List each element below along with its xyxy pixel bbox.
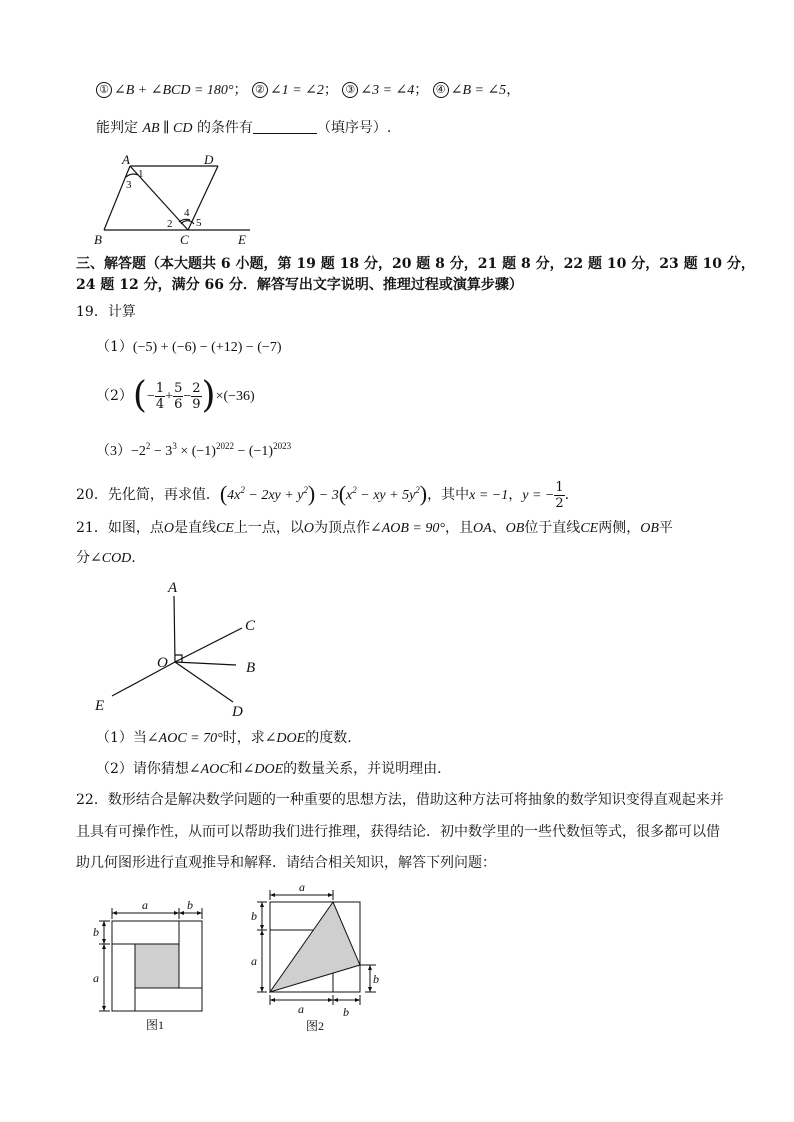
q21-line-2 xyxy=(76,548,136,569)
dimension-label-b: b xyxy=(93,925,99,939)
dimension-label-b: b xyxy=(251,909,257,923)
angle-arc xyxy=(126,174,138,177)
q19-part-2 xyxy=(96,375,255,416)
text: 平 xyxy=(658,520,673,536)
angle-number-3: 3 xyxy=(126,179,132,191)
part-label: （2） xyxy=(96,388,133,404)
paren: ) xyxy=(307,481,316,506)
dimension-label-a: a xyxy=(298,1002,304,1016)
math: OA xyxy=(472,521,492,536)
point-label-d: D xyxy=(232,704,243,720)
point-label-d: D xyxy=(204,152,214,167)
option-3: ∠3 = ∠4 xyxy=(360,83,415,98)
expression: −2 xyxy=(131,444,146,459)
exponent: 2 xyxy=(240,485,245,495)
text: 、 xyxy=(491,520,506,536)
text: 是直线 xyxy=(173,520,216,536)
expression: (−5) + (−6) − (+12) − (−7) xyxy=(132,340,282,355)
ray-oa xyxy=(174,596,175,662)
term: − 3 xyxy=(315,488,339,503)
paren: ( xyxy=(132,375,147,416)
q19-title: 19．计算 xyxy=(76,304,136,320)
q20-text: ，其中 xyxy=(427,487,470,503)
math: ∠AOB = 90° xyxy=(369,521,445,536)
ray-ob xyxy=(175,662,236,665)
prompt-math: AB ∥ CD xyxy=(142,121,193,136)
point-label-b: B xyxy=(94,232,102,247)
y-value: y = − xyxy=(522,488,555,503)
q20-line xyxy=(76,476,569,514)
part-label: （1） xyxy=(96,339,133,355)
text: 和 xyxy=(228,761,243,777)
point-label-o: O xyxy=(157,655,168,671)
q22-line-1: 22．数形结合是解决数学问题的一种重要的思想方法，借助这种方法可将抽象的数学知识变得直观起来并 xyxy=(76,792,724,808)
exponent: 2023 xyxy=(273,441,292,451)
figure-caption: 图2 xyxy=(306,1019,325,1033)
paren: ( xyxy=(219,481,228,506)
angle-number-4: 4 xyxy=(184,207,190,219)
q22-figure-2 xyxy=(246,880,386,1040)
q21-line-1 xyxy=(76,518,673,539)
circle-number-3: ③ xyxy=(342,82,358,98)
math: OB xyxy=(640,521,659,536)
term: − xy + 5y xyxy=(356,488,416,503)
expression: ×(−36) xyxy=(215,389,255,404)
text: 为顶点作 xyxy=(313,520,370,536)
q22-line-2: 且具有可操作性，从而可以帮助我们进行推理，获得结论．初中数学里的一些代数恒等式，很多都可以借 xyxy=(76,824,720,840)
segment-dc xyxy=(188,166,218,230)
denominator: 9 xyxy=(192,396,201,412)
numerator: 2 xyxy=(192,380,201,396)
math: O xyxy=(163,521,174,536)
term: − 2xy + y xyxy=(244,488,304,503)
circle-number-2: ② xyxy=(252,82,268,98)
period: . xyxy=(564,487,570,503)
prompt-text: 能判定 xyxy=(96,120,138,136)
math: CE xyxy=(215,521,234,536)
dimension-label-a: a xyxy=(251,954,257,968)
dimension-label-b: b xyxy=(373,972,379,986)
option-1: ∠B + ∠BCD = 180° xyxy=(114,83,234,98)
answer-blank[interactable] xyxy=(253,119,317,134)
text: 上一点，以 xyxy=(233,520,304,536)
fraction xyxy=(191,381,201,412)
q20-expression xyxy=(219,481,428,506)
fraction xyxy=(155,381,165,412)
option-4: ∠B = ∠5 xyxy=(450,83,507,98)
circle-number-4: ④ xyxy=(433,82,449,98)
q18-figure xyxy=(90,150,260,248)
math: ∠COD xyxy=(90,551,132,566)
expression: − (−1) xyxy=(233,444,274,459)
sign: − xyxy=(146,389,155,404)
ray-od xyxy=(175,662,233,702)
point-label-e: E xyxy=(95,698,105,714)
dimension-label-b: b xyxy=(343,1005,349,1019)
point-label-e: E xyxy=(238,232,246,247)
text: 两侧， xyxy=(598,520,641,536)
sign: + xyxy=(165,389,174,404)
separator: ， xyxy=(508,487,523,503)
text: （1）当 xyxy=(96,730,147,746)
math: O xyxy=(303,521,314,536)
separator: ； xyxy=(414,82,429,98)
section-header-line-1: 三、解答题（本大题共 6 小题，第 19 题 18 分，20 题 8 分，21 题 8 分，22 题 10 分，23 题 10 分， xyxy=(76,256,755,272)
paren: ) xyxy=(201,375,216,416)
exponent: 3 xyxy=(172,441,177,451)
numerator: 5 xyxy=(174,380,183,396)
text: 21．如图，点 xyxy=(76,520,164,536)
separator: ， xyxy=(506,82,521,98)
q20-text: 20．先化简，再求值． xyxy=(76,487,220,503)
angle-number-5: 5 xyxy=(196,217,202,229)
point-label-b: B xyxy=(246,660,256,676)
exponent: 2 xyxy=(303,485,308,495)
angle-number-2: 2 xyxy=(167,218,173,230)
circle-number-1: ① xyxy=(96,82,112,98)
q22-figure-1 xyxy=(90,895,210,1045)
text: ，且 xyxy=(444,520,473,536)
paren: ( xyxy=(338,481,347,506)
dimension-label-a: a xyxy=(93,971,99,985)
text: 分 xyxy=(76,550,90,566)
text: 的数量关系，并说明理由. xyxy=(283,761,442,777)
point-label-c: C xyxy=(245,618,256,634)
dimension-label-a: a xyxy=(142,898,148,912)
fraction xyxy=(173,381,183,412)
figure-caption: 图1 xyxy=(146,1018,165,1032)
term: x xyxy=(346,488,353,503)
text: 时，求 xyxy=(222,730,265,746)
q18-options xyxy=(96,80,520,101)
q21-figure xyxy=(88,576,278,720)
separator: ； xyxy=(323,82,338,98)
math: CE xyxy=(580,521,599,536)
expression: × (−1) xyxy=(176,444,216,459)
q19-part-3 xyxy=(96,442,291,462)
point-label-c: C xyxy=(180,232,189,247)
exponent: 2022 xyxy=(215,441,234,451)
math: ∠DOE xyxy=(264,731,306,746)
denominator: 2 xyxy=(555,495,564,511)
math: ∠AOC = 70° xyxy=(146,731,223,746)
x-value: x = −1 xyxy=(469,488,509,503)
angle-number-1: 1 xyxy=(138,168,144,180)
denominator: 4 xyxy=(155,396,165,412)
exponent: 2 xyxy=(352,485,357,495)
text: （2）请你猜想 xyxy=(96,761,189,777)
numerator: 1 xyxy=(155,380,165,396)
q21-part-1 xyxy=(96,728,352,749)
shaded-square xyxy=(135,944,179,988)
q21-part-2 xyxy=(96,759,442,780)
math: ∠DOE xyxy=(242,762,284,777)
segment-ab xyxy=(104,166,130,230)
text: . xyxy=(131,550,136,566)
section-header-line-2: 24 题 12 分，满分 66 分．解答写出文字说明、推理过程或演算步骤） xyxy=(76,277,523,293)
point-label-a: A xyxy=(122,152,130,167)
exponent: 2 xyxy=(415,485,420,495)
ray-oc xyxy=(175,628,242,662)
part-label: （3） xyxy=(96,444,131,459)
math: OB xyxy=(505,521,525,536)
q19-part-1 xyxy=(96,337,282,358)
dimension-label-a: a xyxy=(299,880,305,894)
fraction xyxy=(554,480,564,511)
q22-line-3: 助几何图形进行直观推导和解释．请结合相关知识，解答下列问题： xyxy=(76,855,496,871)
q18-prompt xyxy=(96,118,391,139)
prompt-text: 的条件有 xyxy=(196,120,253,136)
numerator: 1 xyxy=(555,479,564,495)
term: 4x xyxy=(227,488,241,503)
shaded-triangle xyxy=(270,902,360,992)
paren: ) xyxy=(419,481,428,506)
text: 的度数. xyxy=(305,730,352,746)
separator: ； xyxy=(233,82,248,98)
dimension-label-b: b xyxy=(187,898,193,912)
sign: − xyxy=(183,389,192,404)
expression: − 3 xyxy=(150,444,173,459)
exponent: 2 xyxy=(145,441,151,451)
point-label-a: A xyxy=(168,580,178,596)
text: 位于直线 xyxy=(524,520,581,536)
math: ∠AOC xyxy=(188,762,229,777)
option-2: ∠1 = ∠2 xyxy=(269,83,324,98)
prompt-text: （填序号）. xyxy=(316,120,392,136)
denominator: 6 xyxy=(174,396,183,412)
